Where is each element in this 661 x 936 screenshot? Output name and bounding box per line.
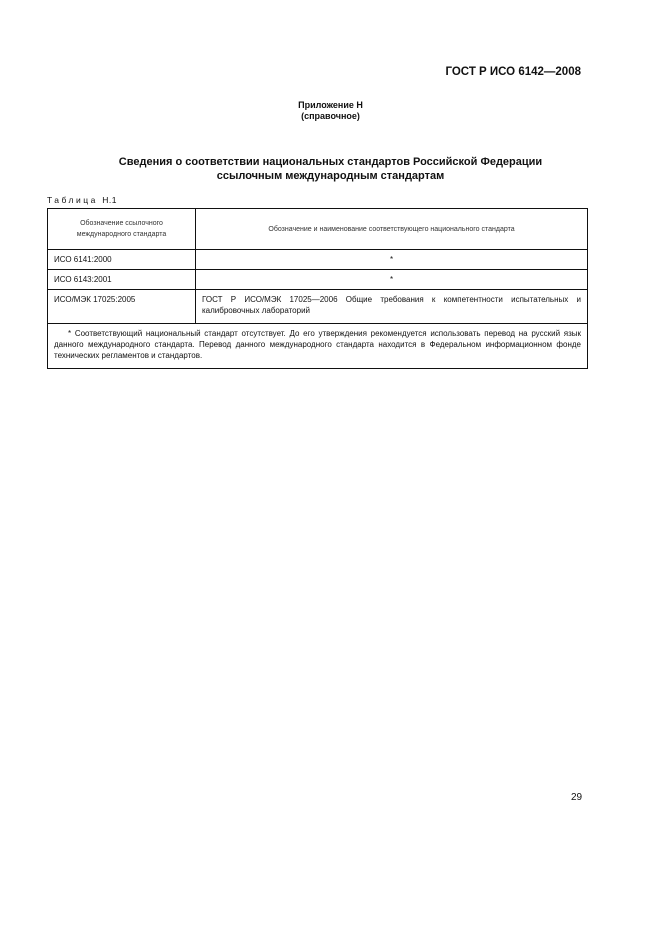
table-cell: ИСО/МЭК 17025:2005	[48, 290, 196, 324]
header-cell: Обозначение и наименование соответствующего национального стандарта	[196, 209, 588, 250]
section-title-line1: Сведения о соответствии национальных стандартов Российской Федерации	[118, 156, 543, 168]
document-code: ГОСТ Р ИСО 6142—2008	[445, 66, 581, 78]
table-cell: ИСО 6143:2001	[48, 270, 196, 290]
table-row	[48, 250, 588, 270]
annex-title: Приложение Н	[298, 100, 363, 110]
table-header-row	[48, 209, 588, 250]
annex-heading	[0, 100, 661, 122]
table-row	[48, 270, 588, 290]
standards-table	[47, 208, 588, 369]
table-label-word: Таблица	[47, 195, 98, 205]
section-title	[0, 155, 661, 183]
annex-subtitle: (справочное)	[301, 111, 360, 121]
header-cell: Обозначение ссылочного международного стандарта	[48, 209, 196, 250]
table-cell: ИСО 6141:2000	[48, 250, 196, 270]
table-footnote: * Соответствующий национальный стандарт отсутствует. До его утверждения рекомендуется использовать перевод на русский язык данного международного стандарта. Перевод данного международного стандарта находится в Федеральном информационном фонде технических регламентов и стандартов.	[48, 324, 588, 369]
table-label-number: Н.1	[102, 195, 117, 205]
table-cell: ГОСТ Р ИСО/МЭК 17025—2006 Общие требования к компетентности испытательных и калибровочных лабораторий	[196, 290, 588, 324]
table-label	[47, 195, 117, 205]
table-row	[48, 290, 588, 324]
table-footnote-row	[48, 324, 588, 369]
table-cell: *	[196, 250, 588, 270]
section-title-line2: ссылочным международным стандартам	[216, 170, 445, 182]
page-number: 29	[571, 792, 583, 803]
table-cell: *	[196, 270, 588, 290]
